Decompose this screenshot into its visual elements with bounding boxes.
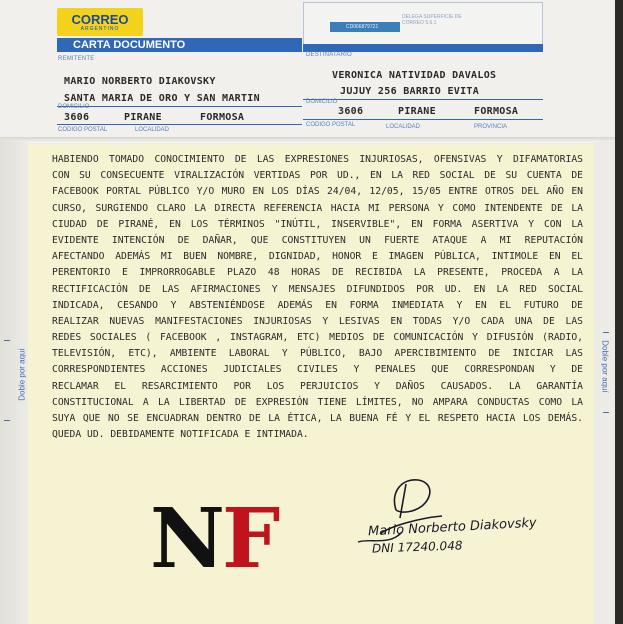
destinatario-loc-label: LOCALIDAD xyxy=(386,124,421,130)
photo-background-edge xyxy=(615,0,623,624)
body-line: CURSO, SURGIENDO CLARO LA DIRECTA REFERENCIA HACIA MI PERSONA Y COMO INTENDENTE DE LA xyxy=(52,202,583,214)
nf-letter-f: F xyxy=(221,491,278,587)
body-line: CON SU CONSECUENTE VIRALIZACIÓN VERTIDAS POR UD., EN LA RED SOCIAL DE SU CUENTA DE xyxy=(52,170,583,182)
destinatario-label: DESTINATARIO xyxy=(306,52,352,58)
signature-dni: DNI 17240.048 xyxy=(371,538,463,556)
destinatario-cp-label: CODIGO POSTAL xyxy=(306,122,356,128)
fold-mark-right-top xyxy=(603,332,609,333)
destinatario-province: FORMOSA xyxy=(474,106,519,117)
logo-subtitle: ARGENTINO xyxy=(80,26,120,32)
remitente-city-line xyxy=(57,124,302,125)
body-line: AFECTANDO ADEMÁS MI BUEN NOMBRE, DIGNIDAD, HONOR E IMAGEN PÚBLICA, INTIMOLE EN EL xyxy=(52,251,583,263)
remitente-address: SANTA MARIA DE ORO Y SAN MARTIN xyxy=(64,93,260,104)
signature-block xyxy=(350,472,590,562)
body-line: CORRESPONDIENTES ACCIONES JUDICIALES CIVILES Y PENALES QUE CORRESPONDAN Y DE xyxy=(52,364,583,376)
document-header xyxy=(0,0,615,140)
body-line: EVIDENTE INTENCIÓN DE DAÑAR, QUE CONSTITUYEN UN FUERTE ATAQUE A MI REPUTACIÓN xyxy=(52,234,583,246)
remitente-label: REMITENTE xyxy=(58,56,95,62)
body-line: RECLAMAR EL RESARCIMIENTO POR LOS PERJUICIOS Y DAÑOS CAUSADOS. LA GARANTÍA xyxy=(52,380,583,392)
logo-title: CORREO xyxy=(71,12,129,27)
destinatario-prov-label: PROVINCIA xyxy=(474,124,508,130)
destinatario-address-line xyxy=(303,99,543,100)
body-line: CIUDAD DE PIRANÉ, EN LOS TÉRMINOS "INÚTIL, INSERVIBLE", EN FORMA ASERTIVA Y CON LA xyxy=(52,218,583,230)
body-line: FACEBOOK PORTAL PÚBLICO Y/O MURO EN LOS DÍAS 24/04, 12/05, 15/05 ENTRE OTROS DEL AÑO EN xyxy=(52,186,583,198)
doc-type-bar: CARTA DOCUMENTO xyxy=(57,38,302,52)
fold-mark-left-top xyxy=(4,340,10,341)
destinatario-city-line xyxy=(303,119,543,120)
destinatario-domicilio-label: DOMICILIO xyxy=(306,99,338,105)
destinatario-name: VERONICA NATIVIDAD DAVALOS xyxy=(332,70,497,81)
body-line: TELEVISIÓN, ETC), AMBIENTE LABORAL Y PÚBLICO, BAJO APERCIBIMIENTO DE INICIAR LAS xyxy=(52,348,583,360)
letter-body-text xyxy=(52,152,583,443)
fold-mark-left-bottom xyxy=(4,420,10,421)
destinatario-postal-code: 3606 xyxy=(338,106,364,117)
signature-name: Mario Norberto Diakovsky xyxy=(367,515,538,540)
fold-mark-right-bottom xyxy=(603,412,609,413)
nf-letter-n: N xyxy=(150,491,222,587)
body-line: SUYA QUE NO SE ENCUADRAN DENTRO DE LA ÉTICA, LA BUENA FÉ Y EL RESPETO HACIA LOS DEMÁS. xyxy=(52,413,583,424)
destinatario-city: PIRANE xyxy=(398,106,436,117)
body-line: REALIZAR NUEVAS MANIFESTACIONES INJURIOSAS Y LESIVAS EN TODAS Y/O CADA UNA DE LAS xyxy=(52,315,583,327)
body-line: INDICADA, CESANDO Y ABSTENIÉNDOSE ADEMÁS EN FORMA INMEDIATA Y EN EL FUTURO DE xyxy=(52,299,583,311)
stub-note: DELEGA SUPERFICIE DE CORREO 5.6.1 xyxy=(402,14,462,26)
remitente-name: MARIO NORBERTO DIAKOVSKY xyxy=(64,76,216,87)
body-line: CONSTITUCIONAL A LA LIBERTAD DE EXPRESIÓN TIENE LÍMITES, NO AMPARA CONDUCTAS COMO LA xyxy=(52,396,583,408)
body-line: PERENTORIO E IMPRORROGABLE PLAZO 48 HORAS DE RECIBIDA LA PRESENTE, PROCEDA A LA xyxy=(52,267,583,279)
destinatario-address: JUJUY 256 BARRIO EVITA xyxy=(340,86,480,97)
remitente-domicilio-label: DOMICILIO xyxy=(58,104,90,110)
remitente-city: PIRANE xyxy=(124,112,162,123)
body-line: RECTIFICACIÓN DE LAS AFIRMACIONES Y MENSAJES DIFUNDIDOS POR UD. EN LA RED SOCIAL xyxy=(52,283,583,295)
remitente-province: FORMOSA xyxy=(200,112,245,123)
nf-watermark-logo xyxy=(150,491,278,587)
body-line: HABIENDO TOMADO CONOCIMIENTO DE LAS EXPRESIONES INJURIOSAS, OFENSIVAS Y DIFAMATORIAS xyxy=(52,154,583,165)
remitente-address-line xyxy=(57,106,302,107)
remitente-cp-label: CODIGO POSTAL xyxy=(58,127,108,133)
fold-here-label-left: Doble por aquí xyxy=(17,348,27,401)
fold-here-label-right: Doble por aquí xyxy=(600,340,610,393)
body-line: REDES SOCIALES ( FACEBOOK , INSTAGRAM, ETC) MEDIOS DE COMUNICACIÓN Y DIFUSIÓN (RADIO, xyxy=(52,332,583,344)
paper-fold xyxy=(0,137,615,143)
stub-barcode: CD066879721 xyxy=(330,22,400,32)
remitente-postal-code: 3606 xyxy=(64,112,90,123)
correo-argentino-logo xyxy=(57,8,143,36)
remitente-loc-label: LOCALIDAD xyxy=(135,127,170,133)
body-line: QUEDA UD. DEBIDAMENTE NOTIFICADA E INTIMADA. xyxy=(52,429,309,441)
doc-type-bar-right xyxy=(303,44,543,52)
